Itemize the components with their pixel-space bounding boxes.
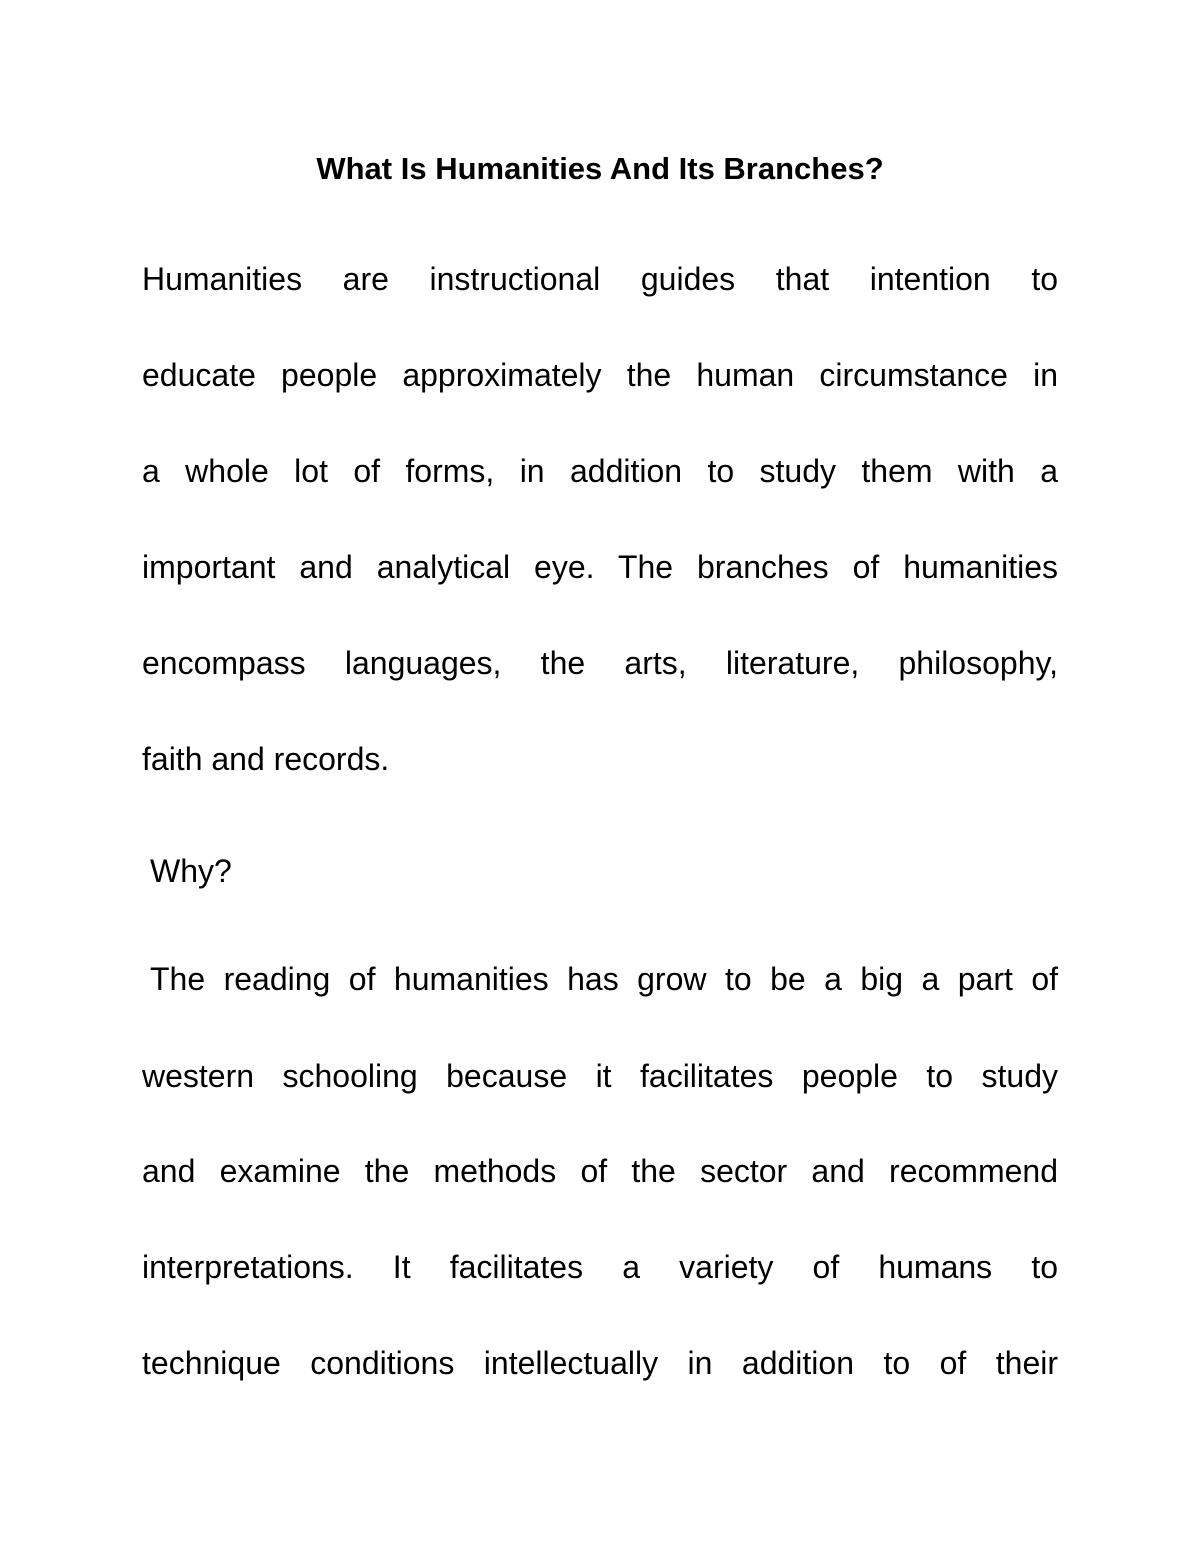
paragraph-1-line-4: important and analytical eye. The branches of humanities <box>142 549 1058 585</box>
paragraph-1-line-6: faith and records. <box>142 741 390 777</box>
paragraph-1-line-5: encompass languages, the arts, literature, philosophy, <box>142 645 1058 681</box>
document-title: What Is Humanities And Its Branches? <box>316 151 884 186</box>
paragraph-2-line-1: The reading of humanities has grow to be a big a part of <box>150 961 1058 997</box>
paragraph-1-line-2: educate people approximately the human circumstance in <box>142 357 1058 393</box>
paragraph-1-line-1: Humanities are instructional guides that intention to <box>142 261 1058 297</box>
paragraph-2-line-2: western schooling because it facilitates people to study <box>142 1058 1058 1094</box>
paragraph-2-line-5: technique conditions intellectually in addition to of their <box>142 1345 1058 1381</box>
paragraph-2-line-4: interpretations. It facilitates a variety of humans to <box>142 1249 1058 1285</box>
paragraph-1-line-3: a whole lot of forms, in addition to study them with a <box>142 453 1058 489</box>
heading-why: Why? <box>150 853 232 889</box>
paragraph-2-line-3: and examine the methods of the sector and recommend <box>142 1153 1058 1189</box>
